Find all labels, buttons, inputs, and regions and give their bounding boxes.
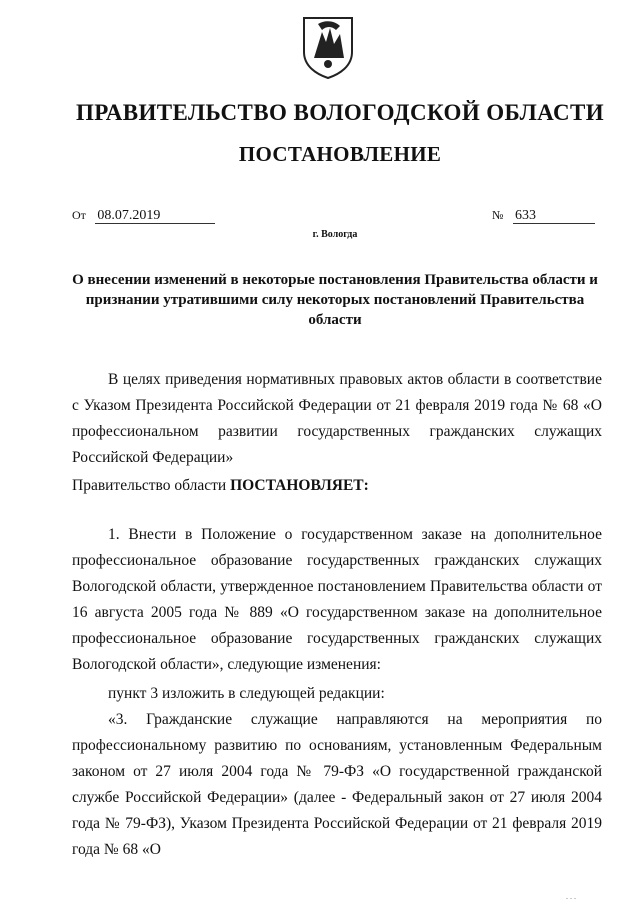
city-label: г. Вологда [312, 229, 358, 240]
number-field [492, 208, 595, 224]
date-prefix: От [72, 208, 86, 222]
document-type: ПОСТАНОВЛЕНИЕ [238, 142, 442, 166]
date-field [72, 208, 215, 224]
item-1-quote-paragraph: «3. Гражданские служащие направляются на мероприятия по профессиональному развитию по основаниям, установленным Федеральным законом от 27 июля 2004 года № 79-ФЗ «О государственной гражданской службе Российской Федерации» (далее - Федеральный закон от 27 июля 2004 года № 79-ФЗ), Указом Президента Российской Федерации от 21 февраля 2019 года № 68 «О [72, 711, 602, 858]
organization-title: ПРАВИТЕЛЬСТВО ВОЛОГОДСКОЙ ОБЛАСТИ [75, 100, 605, 125]
intro-paragraph: В целях приведения нормативных правовых актов области в соответствие с Указом Президента Российской Федерации от 21 февраля 2019 года № 68 «О профессиональном развитии государственных гражданских служащих Российской Федерации» [72, 371, 602, 466]
date-value: 08.07.2019 [95, 208, 215, 224]
item-1-paragraph: 1. Внести в Положение о государственном заказе на дополнительное профессиональное образование государственных гражданских служащих Вологодской области, утвержденное постановлением Правительства области от 16 августа 2005 года № 889 «О государственном заказе на дополнительное профессиональное образование государственных гражданских служащих Вологодской области», следующие изменения: [72, 526, 602, 673]
coat-of-arms-icon [300, 14, 356, 80]
document-subject: О внесении изменений в некоторые постановления Правительства области и признании утратившими силу некоторых постановлений Правительства области [72, 272, 598, 328]
number-value: 633 [513, 208, 595, 224]
decree-prefix: Правительство области [72, 477, 231, 494]
decree-word: ПОСТАНОВЛЯЕТ: [230, 477, 369, 494]
number-prefix: № [492, 208, 504, 222]
page-marker: . . . [566, 892, 576, 901]
decree-line [72, 473, 602, 499]
item-1-sub-paragraph: пункт 3 изложить в следующей редакции: [108, 685, 385, 702]
